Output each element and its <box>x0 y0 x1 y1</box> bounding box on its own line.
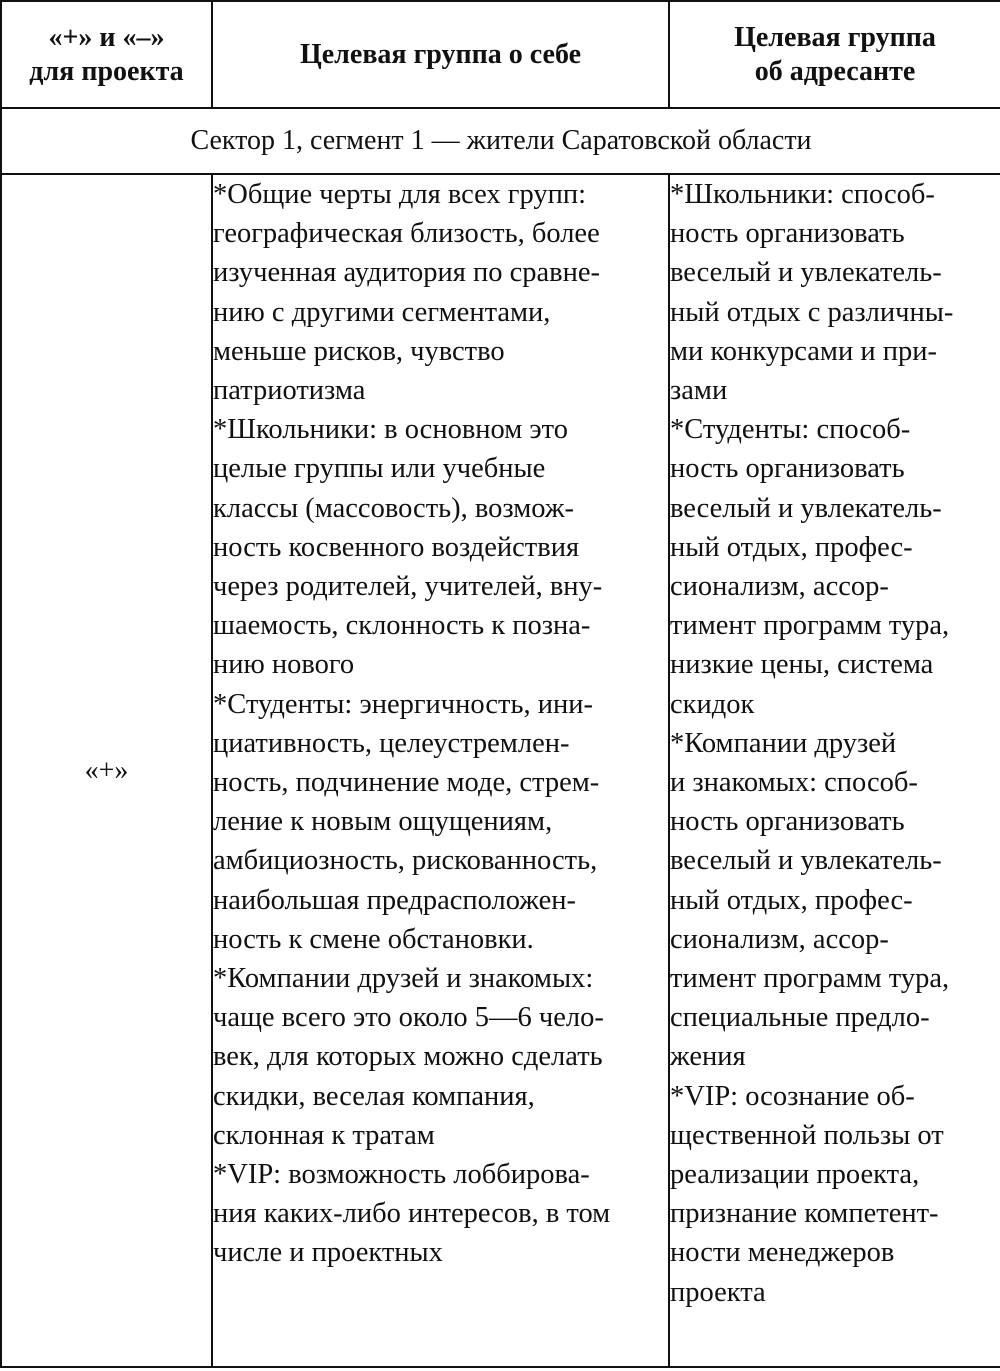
text-line: наибольшая предрасположен- <box>213 884 576 916</box>
text-line: специальные предло- <box>670 1002 930 1034</box>
text-line: нию нового <box>213 649 355 681</box>
text-line: сионализм, ассор- <box>670 571 889 603</box>
text-line: тимент программ тура, <box>670 610 950 642</box>
text-line: веселый и увлекатель- <box>670 845 942 877</box>
text-line: меньше рисков, чувство <box>213 335 505 367</box>
text-line: нию с другими сегментами, <box>213 296 551 328</box>
text-line: реализации проекта, <box>670 1159 920 1191</box>
text-line: ми конкурсами и при- <box>670 335 937 367</box>
text-line: *Компании друзей и знакомых: <box>213 963 594 995</box>
sector-row <box>1 108 1000 174</box>
text-line: проекта <box>670 1276 766 1308</box>
text-line: *Студенты: энергичность, ини- <box>213 688 593 720</box>
text-line: шаемость, склонность к позна- <box>213 610 591 642</box>
addresser-description-cell <box>669 174 1000 1367</box>
text-line: классы (массовость), возмож- <box>213 492 575 524</box>
self-description-text <box>213 175 668 1273</box>
text-line: ность организовать <box>670 806 905 838</box>
sector-label: Сектор 1, сегмент 1 — жители Саратовской области <box>1 108 1000 174</box>
text-line: жения <box>670 1041 746 1073</box>
text-line: веселый и увлекатель- <box>670 492 942 524</box>
text-line: веселый и увлекатель- <box>670 257 942 289</box>
body-row <box>1 174 1000 1367</box>
text-line: *VIP: осознание об- <box>670 1080 915 1112</box>
header-col3-line: об адресанте <box>754 55 916 87</box>
text-line: *VIP: возможность лоббирова- <box>213 1159 590 1191</box>
text-line: циативность, целеустремлен- <box>213 727 570 759</box>
text-line: низкие цены, система <box>670 649 934 681</box>
text-line: через родителей, учителей, вну- <box>213 571 603 603</box>
text-line: числе и проектных <box>213 1237 443 1269</box>
text-line: чаще всего это около 5—6 чело- <box>213 1002 604 1034</box>
text-line: ность организовать <box>670 453 905 485</box>
text-line: ность организовать <box>670 218 905 250</box>
text-line: ный отдых, профес- <box>670 531 913 563</box>
text-line: ность к смене обстановки. <box>213 923 534 955</box>
text-line: *Школьники: в основном это <box>213 414 568 446</box>
header-project-sign <box>1 1 212 108</box>
text-line: ность косвенного воздействия <box>213 531 580 563</box>
text-line: целые группы или учебные <box>213 453 546 485</box>
header-row <box>1 1 1000 108</box>
text-line: ности менеджеров <box>670 1237 895 1269</box>
header-group-about-addresser <box>669 1 1000 108</box>
text-line: и знакомых: способ- <box>670 767 918 799</box>
header-group-about-self <box>212 1 669 108</box>
header-col3-line: Целевая группа <box>734 21 936 53</box>
text-line: склонная к тратам <box>213 1119 435 1151</box>
sign-cell: «+» <box>1 174 212 1367</box>
text-line: тимент программ тура, <box>670 963 950 995</box>
text-line: ния каких-либо интересов, в том <box>213 1198 611 1230</box>
text-line: признание компетент- <box>670 1198 939 1230</box>
text-line: зами <box>670 375 728 407</box>
text-line: *Компании друзей <box>670 727 897 759</box>
text-line: ный отдых, профес- <box>670 884 913 916</box>
text-line: патриотизма <box>213 375 366 407</box>
text-line: изученная аудитория по сравне- <box>213 257 601 289</box>
text-line: ный отдых с различны- <box>670 296 954 328</box>
header-col1-line: «+» и «–» <box>48 21 165 53</box>
text-line: век, для которых можно сделать <box>213 1041 603 1073</box>
text-line: географическая близость, более <box>213 218 600 250</box>
header-col1-line: для проекта <box>29 55 184 87</box>
text-line: скидки, веселая компания, <box>213 1080 535 1112</box>
header-col2-text: Целевая группа о себе <box>299 38 582 70</box>
text-line: щественной пользы от <box>670 1119 944 1151</box>
self-description-cell <box>212 174 669 1367</box>
text-line: сионализм, ассор- <box>670 923 889 955</box>
text-line: ление к новым ощущениям, <box>213 806 553 838</box>
text-line: *Школьники: способ- <box>670 179 935 210</box>
text-line: *Студенты: способ- <box>670 414 911 446</box>
text-line: *Общие черты для всех групп: <box>213 179 587 210</box>
text-line: скидок <box>670 688 755 720</box>
text-line: амбициозность, рискованность, <box>213 845 598 877</box>
text-line: ность, подчинение моде, стрем- <box>213 767 600 799</box>
addresser-description-text <box>670 175 1000 1312</box>
